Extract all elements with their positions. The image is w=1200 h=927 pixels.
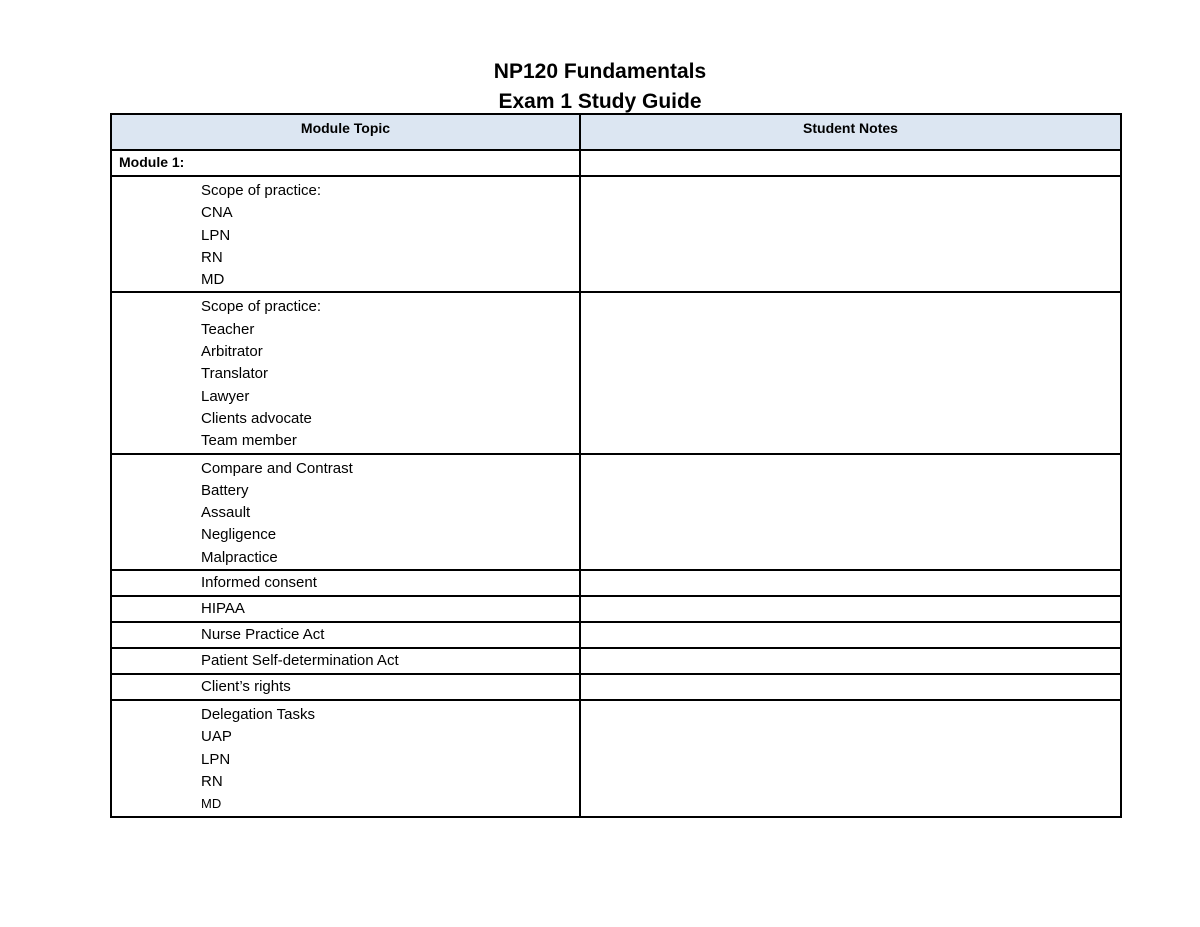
notes-cell[interactable]: [580, 176, 1121, 292]
header-module-topic: Module Topic: [111, 114, 580, 150]
table-row: [111, 596, 1121, 622]
topic-line: Delegation Tasks: [201, 706, 315, 724]
topic-line: Negligence: [201, 526, 277, 544]
topic-line: Patient Self-determination Act: [201, 652, 399, 670]
topic-line: Scope of practice:: [201, 298, 322, 316]
module-label: Module 1:: [119, 154, 185, 170]
notes-text: [581, 675, 1120, 699]
topic-cell: [111, 596, 580, 622]
topic-cell: [111, 570, 580, 596]
table-row: [111, 570, 1121, 596]
topic-cell: [111, 700, 580, 816]
table-row: [111, 700, 1121, 816]
notes-text: [581, 597, 1120, 621]
notes-cell[interactable]: [580, 622, 1121, 648]
notes-text: [581, 571, 1120, 595]
table-row: [111, 454, 1121, 570]
topic-line: LPN: [201, 226, 231, 244]
topic-line: HIPAA: [201, 600, 245, 618]
topic-cell: [111, 622, 580, 648]
topic-line: Battery: [201, 481, 249, 499]
header-student-notes: Student Notes: [580, 114, 1121, 150]
topic-line: UAP: [201, 728, 232, 746]
topic-cell: [111, 292, 580, 453]
topic-cell: [111, 648, 580, 674]
topic-line: LPN: [201, 750, 231, 768]
topic-line: Nurse Practice Act: [201, 626, 325, 644]
topic-cell: [111, 454, 580, 570]
topic-line: Lawyer: [201, 387, 250, 405]
module-cell: [111, 150, 580, 176]
topic-line: RN: [201, 248, 223, 266]
topic-line: MD: [201, 796, 222, 812]
topic-line: RN: [201, 772, 223, 790]
topic-cell: [111, 176, 580, 292]
table-row: [111, 674, 1121, 700]
notes-text: [581, 649, 1120, 673]
notes-cell[interactable]: [580, 292, 1121, 453]
topic-line: Compare and Contrast: [201, 459, 353, 477]
table-header-row: [111, 114, 1121, 150]
topic-line: Team member: [201, 432, 297, 450]
topic-line: Clients advocate: [201, 409, 312, 427]
topic-line: Informed consent: [201, 574, 317, 592]
table-row: [111, 176, 1121, 292]
module-notes-cell[interactable]: [580, 150, 1121, 176]
topic-line: Arbitrator: [201, 343, 263, 361]
topic-line: Client’s rights: [201, 678, 291, 696]
document-subtitle: Exam 1 Study Guide: [498, 90, 702, 113]
topic-line: Translator: [201, 365, 268, 383]
table-row: [111, 622, 1121, 648]
study-guide-table: [110, 113, 1122, 818]
topic-line: Scope of practice:: [201, 182, 322, 199]
table-row: [111, 292, 1121, 453]
topic-line: Malpractice: [201, 548, 278, 566]
module-row: [111, 150, 1121, 176]
notes-text: [581, 623, 1120, 647]
notes-cell[interactable]: [580, 700, 1121, 816]
table-row: [111, 648, 1121, 674]
topic-line: Teacher: [201, 320, 255, 338]
notes-cell[interactable]: [580, 570, 1121, 596]
notes-cell[interactable]: [580, 596, 1121, 622]
topic-line: CNA: [201, 204, 233, 222]
topic-line: Assault: [201, 504, 251, 522]
notes-cell[interactable]: [580, 648, 1121, 674]
notes-cell[interactable]: [580, 674, 1121, 700]
topic-cell: [111, 674, 580, 700]
document-title: NP120 Fundamentals: [493, 60, 707, 83]
topic-line: MD: [201, 271, 225, 289]
notes-cell[interactable]: [580, 454, 1121, 570]
